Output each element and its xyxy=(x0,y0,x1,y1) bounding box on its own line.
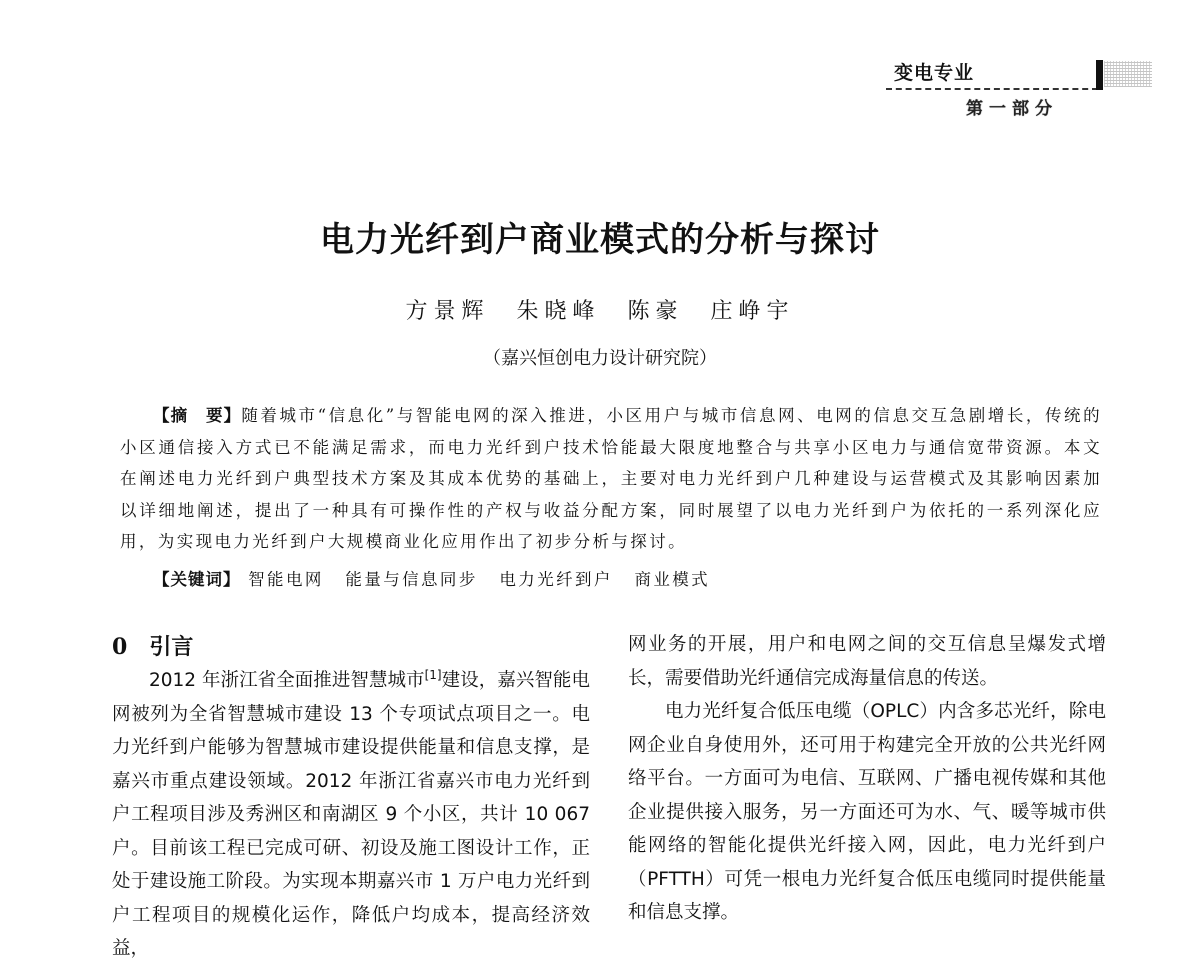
header-bar-icon xyxy=(1096,60,1103,90)
paragraph-text: 2012 年浙江省全面推进智慧城市 xyxy=(149,670,425,691)
author: 庄峥宇 xyxy=(710,299,795,324)
section-label: 变电专业 xyxy=(894,62,975,84)
paper-title: 电力光纤到户商业模式的分析与探讨 xyxy=(320,220,880,260)
section-number: 0 xyxy=(112,634,128,660)
abstract xyxy=(120,400,1102,558)
abstract-label: 【摘 要】 xyxy=(153,406,242,425)
keywords xyxy=(153,566,724,590)
paragraph xyxy=(112,664,590,966)
keyword: 电力光纤到户 xyxy=(499,570,613,589)
author-list xyxy=(0,294,1200,325)
author: 朱晓峰 xyxy=(516,299,601,324)
part-label: 第一部分 xyxy=(966,99,1058,119)
abstract-text: 随着城市“信息化”与智能电网的深入推进，小区用户与城市信息网、电网的信息交互急剧增长，传统的小区通信接入方式已不能满足需求，而电力光纤到户技术恰能最大限度地整合与共享小区电力与通信宽带资源。本文在阐述电力光纤到户典型技术方案及其成本优势的基础上，主要对电力光纤到户几种建设与运营模式及其影响因素加以详细地阐述，提出了一种具有可操作性的产权与收益分配方案，同时展望了以电力光纤到户为依托的一系列深化应用，为实现电力光纤到户大规模商业化应用作出了初步分析与探讨。 xyxy=(120,406,1102,551)
paragraph-text: 建设，嘉兴智能电网被列为全省智慧城市建设 13 个专项试点项目之一。电力光纤到户能够为智慧城市建设提供能量和信息支撑，是嘉兴市重点建设领域。2012 年浙江省嘉兴市电力光纤到户工程项目涉及秀洲区和南湖区 9 个小区，共计 10 067 户。目前该工程已完成可研、初设及施工图设计工作，正处于建设施工阶段。为实现本期嘉兴市 1 万户电力光纤到户工程项目的规模化运作，降低户均成本，提高经济效益， xyxy=(112,670,590,959)
paragraph: 电力光纤复合低压电缆（OPLC）内含多芯光纤，除电网企业自身使用外，还可用于构建完全开放的公共光纤网络平台。一方面可为电信、互联网、广播电视传媒和其他企业提供接入服务，另一方面还可为水、气、暖等城市供能网络的智能化提供光纤接入网，因此，电力光纤到户（PFTTH）可凭一根电力光纤复合低压电缆同时提供能量和信息支撑。 xyxy=(628,701,1106,923)
keywords-label: 【关键词】 xyxy=(153,570,241,589)
header-dashed-rule xyxy=(886,88,1098,90)
halftone-pattern-icon xyxy=(1104,61,1152,87)
affiliation: （嘉兴恒创电力设计研究院） xyxy=(483,348,717,369)
section-title: 引言 xyxy=(149,634,194,660)
author: 方景辉 xyxy=(405,299,490,324)
section-heading xyxy=(112,628,590,666)
citation-ref: [1] xyxy=(424,668,442,682)
paragraph: 网业务的开展，用户和电网之间的交互信息呈爆发式增长，需要借助光纤通信完成海量信息的传送。 xyxy=(628,634,1106,689)
body-right-column xyxy=(628,628,1106,930)
keyword: 智能电网 xyxy=(248,570,324,589)
keyword: 能量与信息同步 xyxy=(345,570,478,589)
running-header xyxy=(886,56,1154,120)
body-left-column xyxy=(112,628,590,966)
author: 陈豪 xyxy=(627,299,684,324)
keyword: 商业模式 xyxy=(634,570,711,589)
